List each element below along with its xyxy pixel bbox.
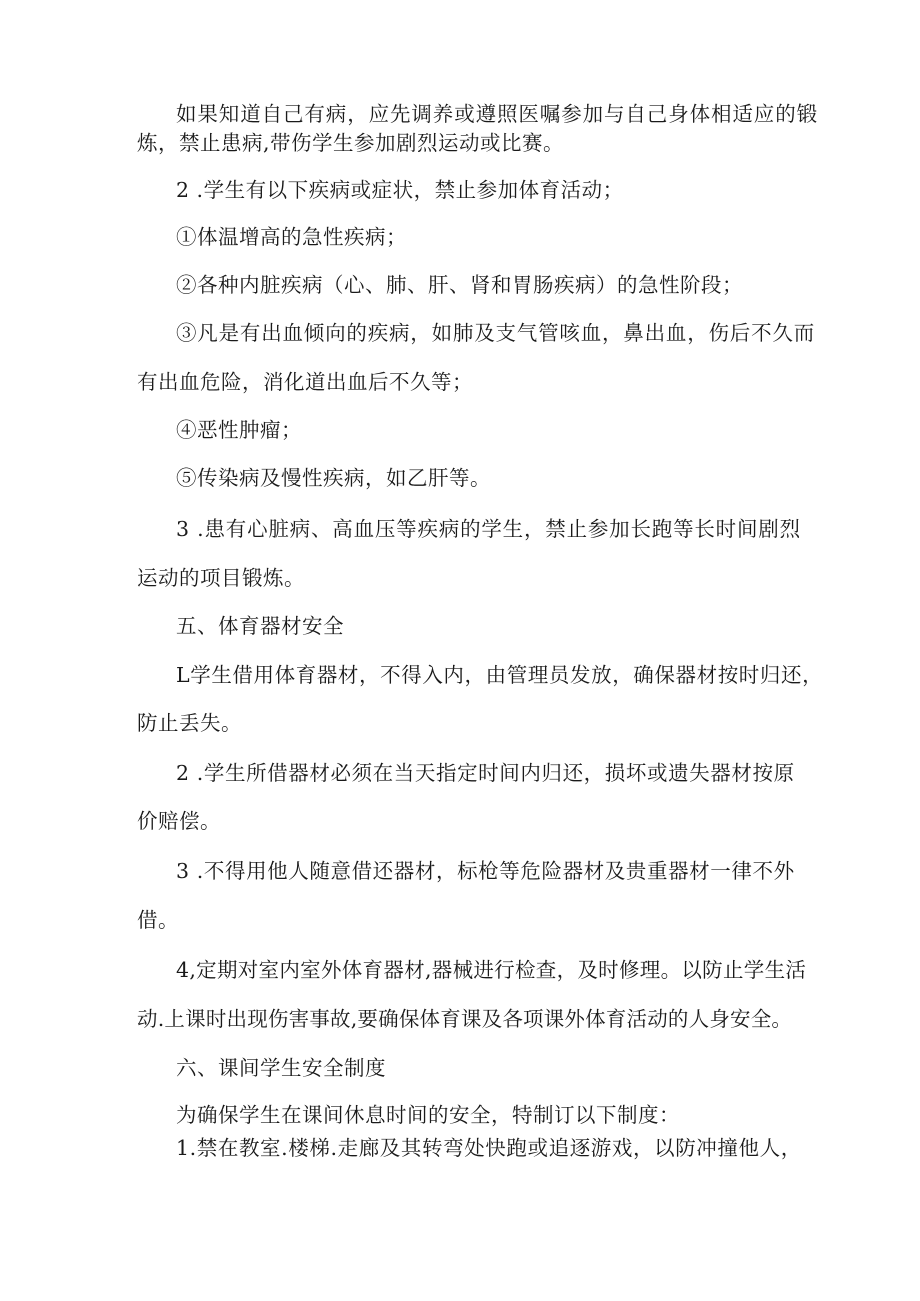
equipment-item-2-continued: 价赔偿。 xyxy=(137,809,221,833)
equipment-item-3: 3 .不得用他人随意借还器材，标枪等危险器材及贵重器材一律不外 xyxy=(176,859,795,883)
equipment-item-1-continued: 防止丢失。 xyxy=(137,711,242,735)
equipment-item-3-continued: 借。 xyxy=(137,908,179,932)
sub-item-3-continued: 有出血危险，消化道出血后不久等； xyxy=(137,370,473,394)
list-item-3: 3 .患有心脏病、高血压等疾病的学生，禁止参加长跑等长时间剧烈 xyxy=(176,517,801,541)
sub-item-2: ②各种内脏疾病（心、肺、肝、肾和胃肠疾病）的急性阶段； xyxy=(176,273,743,297)
sub-item-4: ④恶性肿瘤； xyxy=(176,418,302,442)
equipment-item-2: 2 .学生所借器材必须在当天指定时间内归还，损坏或遗失器材按原 xyxy=(176,761,795,785)
paragraph-line: 炼，禁止患病,带伤学生参加剧烈运动或比赛。 xyxy=(137,131,565,155)
paragraph-line: 如果知道自己有病，应先调养或遵照医嘱参加与自己身体相适应的锻 xyxy=(176,102,818,126)
list-item-2: 2 .学生有以下疾病或症状，禁止参加体育活动； xyxy=(176,178,624,202)
list-item-3-continued: 运动的项目锻炼。 xyxy=(137,566,305,590)
sub-item-5: ⑤传染病及慢性疾病，如乙肝等。 xyxy=(176,466,491,490)
equipment-item-1: L学生借用体育器材，不得入内，由管理员发放，确保器材按时归还， xyxy=(176,663,824,687)
equipment-item-4: 4,定期对室内室外体育器材,器械进行检查，及时修理。以防止学生活 xyxy=(176,958,807,982)
sub-item-1: ①体温增高的急性疾病； xyxy=(176,225,407,249)
sub-item-3: ③凡是有出血倾向的疾病，如肺及支气管咳血，鼻出血，伤后不久而 xyxy=(176,321,815,345)
section-6-intro: 为确保学生在课间休息时间的安全，特制订以下制度： xyxy=(176,1103,680,1127)
section-heading-5: 五、体育器材安全 xyxy=(176,614,344,638)
recess-item-1: 1.禁在教室.楼梯.走廊及其转弯处快跑或追逐游戏，以防冲撞他人， xyxy=(176,1136,802,1160)
section-heading-6: 六、课间学生安全制度 xyxy=(176,1056,386,1080)
equipment-item-4-continued: 动.上课时出现伤害事故,要确保体育课及各项课外体育活动的人身安全。 xyxy=(137,1007,793,1031)
